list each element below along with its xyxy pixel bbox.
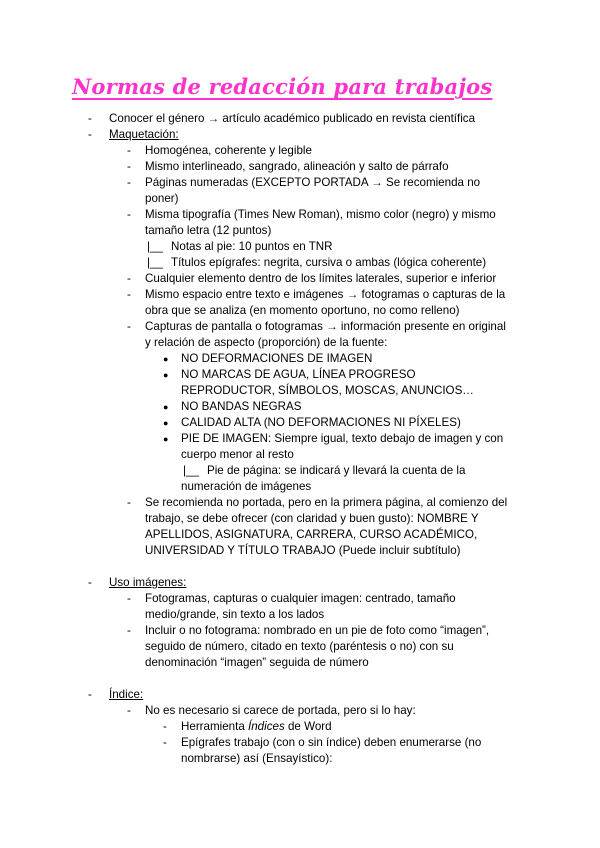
dash-marker: - (127, 160, 131, 173)
bullet-item-continuation: REPRODUCTOR, SÍMBOLOS, MOSCAS, ANUNCIOS… (181, 384, 474, 397)
dash-marker: - (163, 720, 167, 733)
list-item-continuation: obra que se analiza (en momento oportuno, no como relleno) (145, 304, 460, 317)
dash-marker: - (127, 288, 131, 301)
section-heading-uso-imagenes: Uso imágenes: (109, 576, 187, 589)
dash-marker: - (88, 128, 92, 141)
page-title: Normas de redacción para trabajos (72, 74, 493, 99)
dash-marker: - (127, 592, 131, 605)
section-heading-maquetacion: Maquetación: (109, 128, 179, 141)
dash-marker: - (127, 176, 131, 189)
list-item: Mismo interlineado, sangrado, alineación y salto de párrafo (145, 160, 449, 173)
dash-marker: - (127, 272, 131, 285)
bullet-marker: ● (163, 434, 169, 444)
dash-marker: - (127, 144, 131, 157)
sub-item-suffix: de Word (284, 720, 332, 733)
sub-list-item (181, 719, 332, 735)
list-item: Incluir o no fotograma: nombrado en un pie de foto como “imagen”, (145, 624, 490, 637)
sub-list-item: Epígrafes trabajo (con o sin índice) deben enumerarse (no (181, 736, 482, 749)
section-heading-indice: Índice: (109, 688, 144, 701)
sub-note: Pie de página: se indicará y llevará la cuenta de la (207, 464, 466, 477)
dash-marker: - (127, 208, 131, 221)
list-item: Mismo espacio entre texto e imágenes → fotogramas o capturas de la (145, 288, 506, 301)
bullet-marker: ● (163, 370, 169, 380)
bullet-item: NO DEFORMACIONES DE IMAGEN (181, 352, 373, 365)
list-item-continuation: y relación de aspecto (proporción) de la fuente: (145, 336, 388, 349)
list-item: Conocer el género → artículo académico publicado en revista científica (109, 112, 476, 125)
dash-marker: - (88, 112, 92, 125)
bullet-marker: ● (163, 418, 169, 428)
dash-marker: - (127, 624, 131, 637)
list-item-continuation: UNIVERSIDAD Y TÍTULO TRABAJO (Puede incluir subtítulo) (145, 544, 461, 557)
list-item-continuation: poner) (145, 192, 179, 205)
list-item-continuation: medio/grande, sin texto a los lados (145, 608, 325, 621)
sub-note-continuation: numeración de imágenes (181, 480, 312, 493)
list-item: Se recomienda no portada, pero en la primera página, al comienzo del (145, 496, 508, 509)
dash-marker: - (88, 576, 92, 589)
bullet-marker: ● (163, 354, 169, 364)
branch-marker: |__ (183, 464, 199, 477)
sub-note: Títulos epígrafes: negrita, cursiva o ambas (lógica coherente) (171, 256, 487, 269)
sub-item-italic: Índices (248, 720, 285, 733)
list-item: Capturas de pantalla o fotogramas → información presente en original (145, 320, 506, 333)
list-item: Homogénea, coherente y legible (145, 144, 312, 157)
list-item: Fotogramas, capturas o cualquier imagen: centrado, tamaño (145, 592, 456, 605)
list-item-continuation: seguido de número, citado en texto (paréntesis o no) con su (145, 640, 454, 653)
dash-marker: - (127, 320, 131, 333)
bullet-marker: ● (163, 402, 169, 412)
sub-list-item-continuation: nombrarse) así (Ensayístico): (181, 752, 333, 765)
list-item: Páginas numeradas (EXCEPTO PORTADA → Se recomienda no (145, 176, 481, 189)
bullet-item-continuation: cuerpo menor al resto (181, 448, 294, 461)
list-item-continuation: APELLIDOS, ASIGNATURA, CARRERA, CURSO ACADÉMICO, (145, 528, 478, 541)
bullet-item: PIE DE IMAGEN: Siempre igual, texto debajo de imagen y con (181, 432, 504, 445)
branch-marker: |__ (147, 240, 163, 253)
sub-note: Notas al pie: 10 puntos en TNR (171, 240, 333, 253)
bullet-item: CALIDAD ALTA (NO DEFORMACIONES NI PÍXELES) (181, 416, 461, 429)
list-item: Misma tipografía (Times New Roman), mismo color (negro) y mismo (145, 208, 496, 221)
sub-item-prefix: Herramienta (181, 720, 249, 733)
dash-marker: - (127, 496, 131, 509)
list-item-continuation: denominación “imagen” seguida de número (145, 656, 369, 669)
branch-marker: |__ (147, 256, 163, 269)
dash-marker: - (88, 688, 92, 701)
bullet-item: NO BANDAS NEGRAS (181, 400, 302, 413)
bullet-item: NO MARCAS DE AGUA, LÍNEA PROGRESO (181, 368, 416, 381)
list-item-continuation: tamaño letra (12 puntos) (145, 224, 272, 237)
list-item: Cualquier elemento dentro de los límites laterales, superior e inferior (145, 272, 497, 285)
list-item: No es necesario si carece de portada, pero si lo hay: (145, 704, 416, 717)
dash-marker: - (127, 704, 131, 717)
dash-marker: - (163, 736, 167, 749)
list-item-continuation: trabajo, se debe ofrecer (con claridad y buen gusto): NOMBRE Y (145, 512, 479, 525)
